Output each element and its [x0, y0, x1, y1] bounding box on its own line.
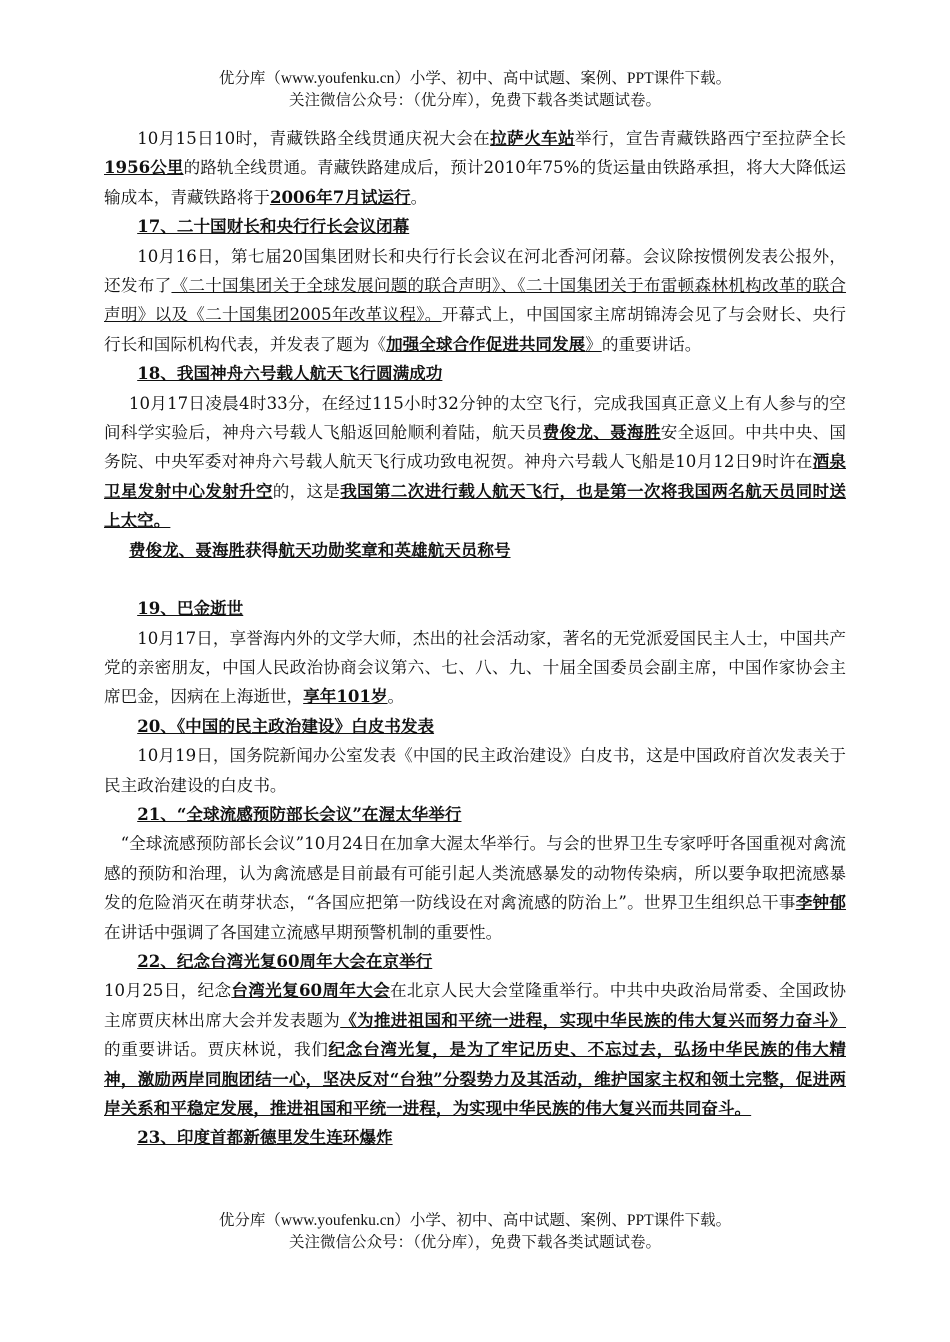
text: 10月17日，享誉海内外的文学大师，杰出的社会活动家，著名的无党派爱国民主人士，中国共产党的亲密朋友，中国人民政治协商会议第六、七、八、九、十届全国委员会副主席，中国作家协会主席巴金，因病在上海逝世， [104, 628, 846, 707]
text: 的重要讲话。贾庆林说，我们 [104, 1040, 329, 1060]
footer-line-2: 关注微信公众号：（优分库），免费下载各类试题试卷。 [288, 1234, 661, 1251]
page-footer [0, 1210, 950, 1254]
text: 10月25日，纪念 [104, 981, 232, 1001]
highlight: 《为推进祖国和平统一进程，实现中华民族的伟大复兴而努力奋斗》 [340, 1009, 847, 1030]
text: 举行，宣告青藏铁路西宁至拉萨全长 [574, 129, 847, 148]
section-title-17: 17、二十国财长和央行行长会议闭幕 [137, 216, 410, 237]
text: 在北京人民大会堂隆重举行。中共中央政治局常委、全国政协主席贾庆林出席大会并发表题为 [104, 981, 847, 1030]
text: 的重要讲话。 [601, 334, 702, 354]
text: 在讲话中强调了各国建立流感早期预警机制的重要性。 [104, 922, 503, 942]
text: 。 [387, 687, 405, 707]
highlight: 酒泉卫星发射中心发射升空 [104, 451, 847, 501]
text: 10月15日10时，青藏铁路全线贯通庆祝大会在 [137, 129, 491, 148]
page-header [0, 68, 950, 112]
highlight: 李钟郁 [795, 892, 847, 913]
text: 安全返回。中共中央、国务院、中央军委对神舟六号载人航天飞行成功致电祝贺。神舟六号载人飞船是10月12日9时许在 [104, 423, 847, 472]
paragraph-white-paper: 10月19日，国务院新闻办公室发表《中国的民主政治建设》白皮书，这是中国政府首次发表关于民主政治建设的白皮书。 [104, 746, 846, 795]
paragraph-shenzhou-6 [104, 389, 846, 536]
highlight: 台湾光复60周年大会 [231, 980, 390, 1001]
highlight: 加强全球合作促进共同发展 [386, 333, 586, 354]
highlight: 享年101岁 [303, 686, 388, 707]
header-line-2: 关注微信公众号：（优分库），免费下载各类试题试卷。 [288, 92, 661, 109]
paragraph-taiwan-restoration [104, 976, 846, 1123]
section-title-19: 19、巴金逝世 [137, 598, 244, 619]
document-body [104, 124, 846, 1153]
text: 的，这是 [272, 481, 341, 501]
text: 10月16日，第七届20国集团财长和央行行长会议在河北香河闭幕。会议除按惯例发表公报外，还发布了 [104, 246, 846, 296]
highlight: 纪念台湾光复，是为了牢记历史、不忘过去，弘扬中华民族的伟大精神，激励两岸同胞团结一心，坚决反对“台独”分裂势力及其活动，维护国家主权和领土完整，促进两岸关系和平稳定发展，推进祖国和平统一进程，为实现中华民族的伟大复兴而共同奋斗。 [104, 1039, 846, 1118]
paragraph-g20 [104, 242, 846, 360]
footer-line-1: 优分库（www.youfenku.cn）小学、初中、高中试题、案例、PPT课件下载。 [218, 1212, 732, 1229]
section-title-22: 22、纪念台湾光复60周年大会在京举行 [137, 950, 433, 971]
section-title-21: 21、“全球流感预防部长会议”在渥太华举行 [137, 803, 462, 824]
highlight: 拉萨火车站 [490, 128, 575, 148]
text: 10月17日凌晨4时33分，在经过115小时32分钟的太空飞行，完成我国真正意义上有人参与的空间科学实验后，神舟六号载人飞船返回舱顺利着陆，航天员 [104, 393, 846, 443]
paragraph-flu-conference [104, 829, 846, 947]
highlight: 1956公里 [104, 157, 184, 178]
section-title-20: 20、《中国的民主政治建设》白皮书发表 [137, 715, 435, 736]
text: 。 [410, 187, 428, 207]
highlight: 2006年7月试运行 [269, 186, 411, 207]
paragraph-qinghai-tibet-railway [104, 124, 846, 212]
text: 开幕式上，中国国家主席胡锦涛会见了与会财长、央行行长和国际机构代表，并发表了题为《 [104, 305, 846, 354]
section-title-23: 23、印度首都新德里发生连环爆炸 [137, 1127, 393, 1148]
spacer [104, 565, 846, 594]
highlight: 费俊龙、聂海胜 [128, 539, 246, 560]
paragraph-astronaut-awards [104, 536, 846, 565]
header-line-1: 优分库（www.youfenku.cn）小学、初中、高中试题、案例、PPT课件下载。 [218, 70, 732, 87]
text: 的路轨全线贯通。青藏铁路建成后，预计2010年75%的货运量由铁路承担，将大大降低运输成本，青藏铁路将于 [104, 158, 846, 207]
paragraph-ba-jin [104, 624, 846, 712]
text: “全球流感预防部长会议”10月24日在加拿大渥太华举行。与会的世界卫生专家呼吁各国重视对禽流感的预防和治理，认为禽流感是目前最有可能引起人类流感暴发的动物传染病，所以要争取把流感暴发的危险消灭在萌芽状态，“各国应把第一防线设在对禽流感的防治上”。世界卫生组织总干事 [104, 834, 846, 913]
highlight: 航天功勋奖章和英雄航天员称号 [278, 539, 511, 560]
highlight: 费俊龙、聂海胜 [542, 422, 661, 443]
highlight: 我国第二次进行载人航天飞行，也是第一次将我国两名航天员同时送上太空。 [104, 480, 847, 531]
text: 获得 [245, 539, 279, 560]
underlined-text: 》 [585, 334, 602, 354]
section-title-18: 18、我国神舟六号载人航天飞行圆满成功 [137, 363, 443, 384]
underlined-text: 《二十国集团关于全球发展问题的联合声明》、《二十国集团关于布雷顿森林机构改革的联合声明》以及《二十国集团2005年改革议程》。 [104, 276, 847, 325]
